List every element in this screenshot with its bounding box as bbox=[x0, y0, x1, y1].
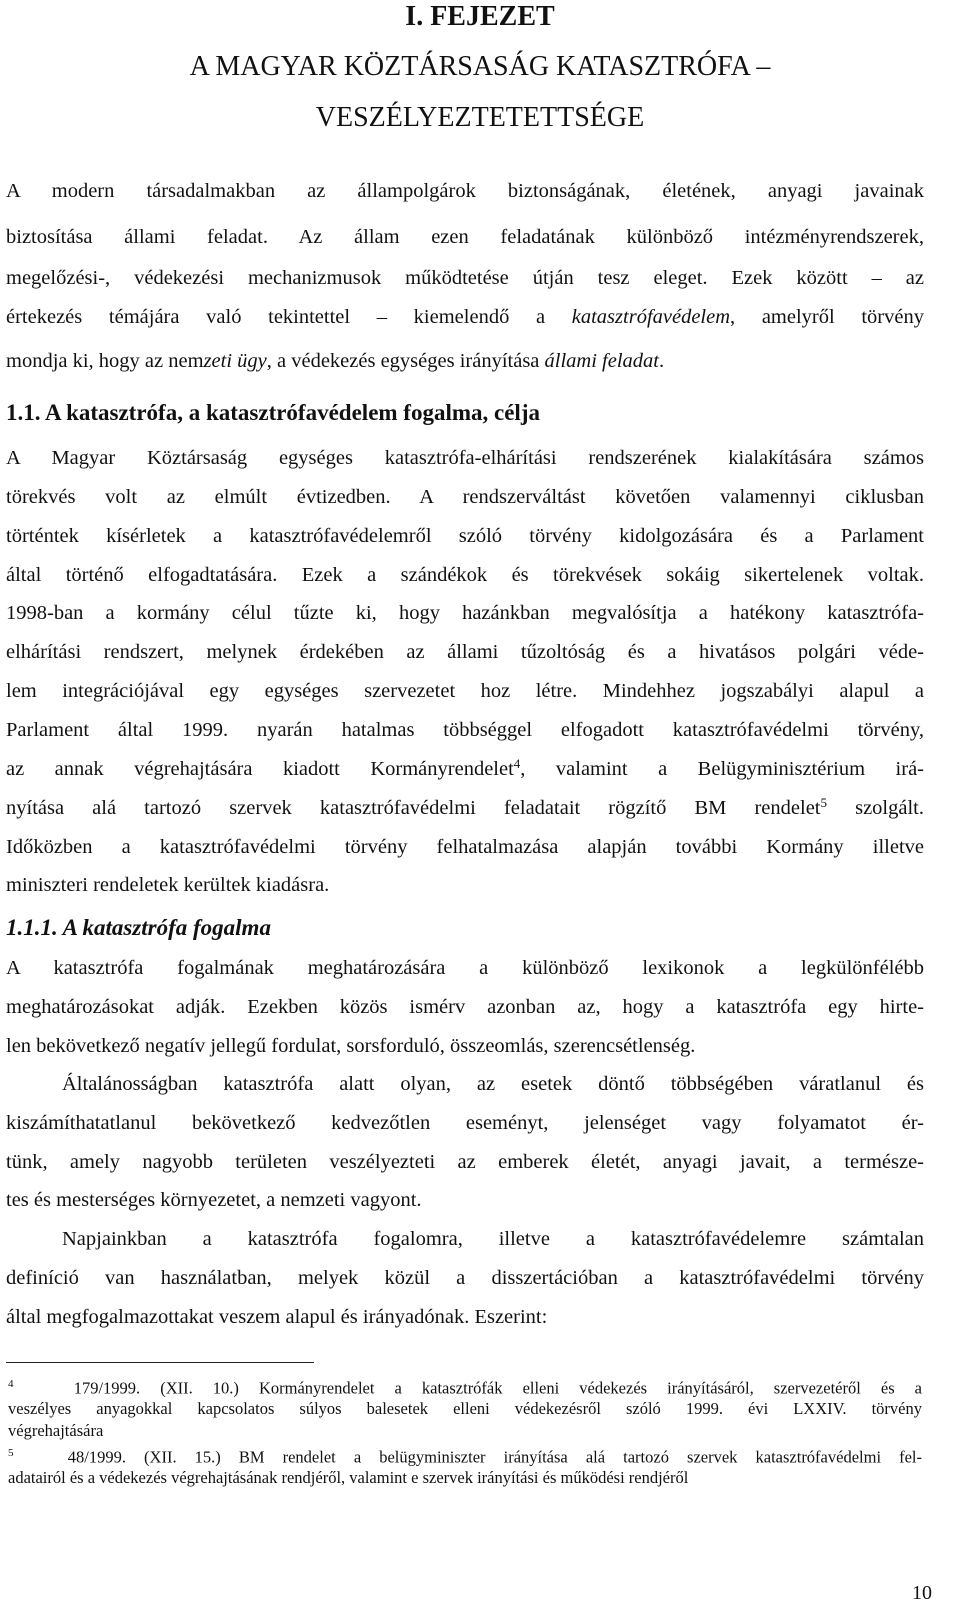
chapter-title-line-1: A MAGYAR KÖZTÁRSASÁG KATASZTRÓFA – bbox=[189, 51, 771, 82]
footnote-divider bbox=[6, 1362, 314, 1363]
section-1-1-line-5: 1998-ban a kormány célul tűzte ki, hogy hazánkban megvalósítja a hatékony katasztrófa- bbox=[6, 602, 924, 624]
footnote-4-line-2: veszélyes anyagokkal kapcsolatos súlyos balesetek elleni védekezésről szóló 1999. évi LXXIV. törvény bbox=[8, 1399, 922, 1418]
footnote-text: 48/1999. (XII. 15.) BM rendelet a belügyminiszter irányítása alá tartozó szervek katasztrófavédelmi fel- bbox=[67, 1447, 923, 1467]
section-1-1-1-p1-line-1: A katasztrófa fogalmának meghatározására a különböző lexikonok a legkülönfélébb bbox=[6, 957, 924, 979]
intro-text: mondja ki, hogy az nem bbox=[6, 350, 204, 372]
section-1-1-line-12: miniszteri rendeletek kerültek kiadásra. bbox=[6, 874, 330, 896]
emphasis-katasztrofavedelem: katasztrófavédelem bbox=[571, 306, 731, 328]
section-heading-1-1: 1.1. A katasztrófa, a katasztrófavédelem fogalma, célja bbox=[6, 400, 540, 425]
intro-line-1: A modern társadalmakban az állampolgárok biztonságának, életének, anyagi javainak bbox=[6, 180, 924, 202]
footnote-ref-5[interactable]: 5 bbox=[820, 795, 827, 810]
intro-text: . bbox=[658, 350, 665, 372]
section-1-1-line-10 bbox=[6, 795, 924, 821]
section-1-1-1-p3-line-1: Napjainkban a katasztrófa fogalomra, illetve a katasztrófavédelemre számtalan bbox=[62, 1228, 924, 1250]
section-1-1-1-p3-line-3: által megfogalmazottakat veszem alapul és irányadónak. Eszerint: bbox=[6, 1306, 548, 1328]
section-1-1-line-9 bbox=[6, 756, 924, 782]
intro-line-4 bbox=[6, 304, 924, 330]
section-1-1-line-2: törekvés volt az elmúlt évtizedben. A rendszerváltást követően valamennyi ciklusban bbox=[6, 486, 924, 508]
intro-line-5 bbox=[6, 348, 924, 374]
section-text: az annak végrehajtására kiadott Kormányrendelet bbox=[6, 758, 514, 780]
section-text: szolgált. bbox=[827, 797, 924, 819]
footnote-4-line-1 bbox=[8, 1374, 922, 1399]
intro-text: , amelyről törvény bbox=[730, 306, 924, 328]
section-1-1-line-11: Időközben a katasztrófavédelmi törvény felhatalmazása alapján további Kormány illetve bbox=[6, 836, 924, 858]
section-1-1-1-p1-line-3: len bekövetkező negatív jellegű fordulat, sorsforduló, összeomlás, szerencsétlenség. bbox=[6, 1035, 696, 1057]
section-1-1-line-7: lem integrációjával egy egységes szervezetet hoz létre. Mindehhez jogszabályi alapul a bbox=[6, 680, 924, 702]
footnote-text: 179/1999. (XII. 10.) Kormányrendelet a katasztrófák elleni védekezés irányításáról, szervezetéről és a bbox=[73, 1378, 922, 1398]
section-1-1-1-p3-line-2: definíció van használatban, melyek közül a disszertációban a katasztrófavédelmi törvény bbox=[6, 1267, 924, 1289]
section-1-1-line-1: A Magyar Köztársaság egységes katasztrófa-elhárítási rendszerének kialakítására számos bbox=[6, 447, 924, 469]
section-text: nyítása alá tartozó szervek katasztrófavédelmi feladatait rögzítő BM rendelet bbox=[6, 797, 821, 819]
section-1-1-line-3: történtek kísérletek a katasztrófavédelemről szóló törvény kidolgozására és a Parlament bbox=[6, 525, 924, 547]
intro-line-2: biztosítása állami feladat. Az állam ezen feladatának különböző intézményrendszerek, bbox=[6, 226, 924, 248]
section-1-1-1-p2-line-3: tünk, amely nagyobb területen veszélyezteti az emberek életét, anyagi javait, a természe- bbox=[6, 1151, 924, 1173]
footnote-number: 5 bbox=[8, 1447, 14, 1459]
page-number: 10 bbox=[912, 1582, 932, 1604]
chapter-heading: I. FEJEZET bbox=[405, 1, 555, 32]
intro-text: , a védekezés egységes irányítása bbox=[266, 350, 545, 372]
section-1-1-1-p2-line-4: tes és mesterséges környezetet, a nemzeti vagyont. bbox=[6, 1189, 422, 1211]
emphasis-allami-feladat: állami feladat bbox=[544, 350, 659, 372]
footnote-5-line-2: adatairól és a védekezés végrehajtásának rendjéről, valamint e szervek irányítási és működési rendjéről bbox=[8, 1468, 689, 1487]
section-1-1-line-8: Parlament által 1999. nyarán hatalmas többséggel elfogadott katasztrófavédelmi törvény, bbox=[6, 719, 924, 741]
chapter-title-line-2: VESZÉLYEZTETETTSÉGE bbox=[315, 102, 645, 133]
intro-line-3: megelőzési-, védekezési mechanizmusok működtetése útján tesz eleget. Ezek között – az bbox=[6, 267, 924, 289]
footnote-4-line-3: végrehajtására bbox=[8, 1421, 104, 1440]
section-1-1-line-6: elhárítási rendszert, melynek érdekében az állami tűzoltóság és a hivatásos polgári véde- bbox=[6, 641, 924, 663]
emphasis-nemzeti-ugy: zeti ügy bbox=[203, 350, 267, 372]
section-1-1-1-p2-line-1: Általánosságban katasztrófa alatt olyan, az esetek döntő többségében váratlanul és bbox=[62, 1073, 924, 1095]
intro-text: értekezés témájára való tekintettel – kiemelendő a bbox=[6, 306, 572, 328]
section-1-1-1-p2-line-2: kiszámíthatatlanul bekövetkező kedvezőtlen eseményt, jelenséget vagy folyamatot ér- bbox=[6, 1112, 924, 1134]
footnote-5-line-1 bbox=[8, 1443, 922, 1468]
footnote-number: 4 bbox=[8, 1378, 14, 1390]
section-heading-1-1-1: 1.1.1. A katasztrófa fogalma bbox=[6, 915, 271, 940]
footnote-ref-4[interactable]: 4 bbox=[513, 756, 521, 771]
section-1-1-1-p1-line-2: meghatározásokat adják. Ezekben közös ismérv azonban az, hogy a katasztrófa egy hirte- bbox=[6, 996, 924, 1018]
section-1-1-line-4: által történő elfogadtatására. Ezek a szándékok és törekvések sokáig sikertelenek voltak. bbox=[6, 564, 924, 586]
section-text: , valamint a Belügyminisztérium irá- bbox=[520, 758, 924, 780]
